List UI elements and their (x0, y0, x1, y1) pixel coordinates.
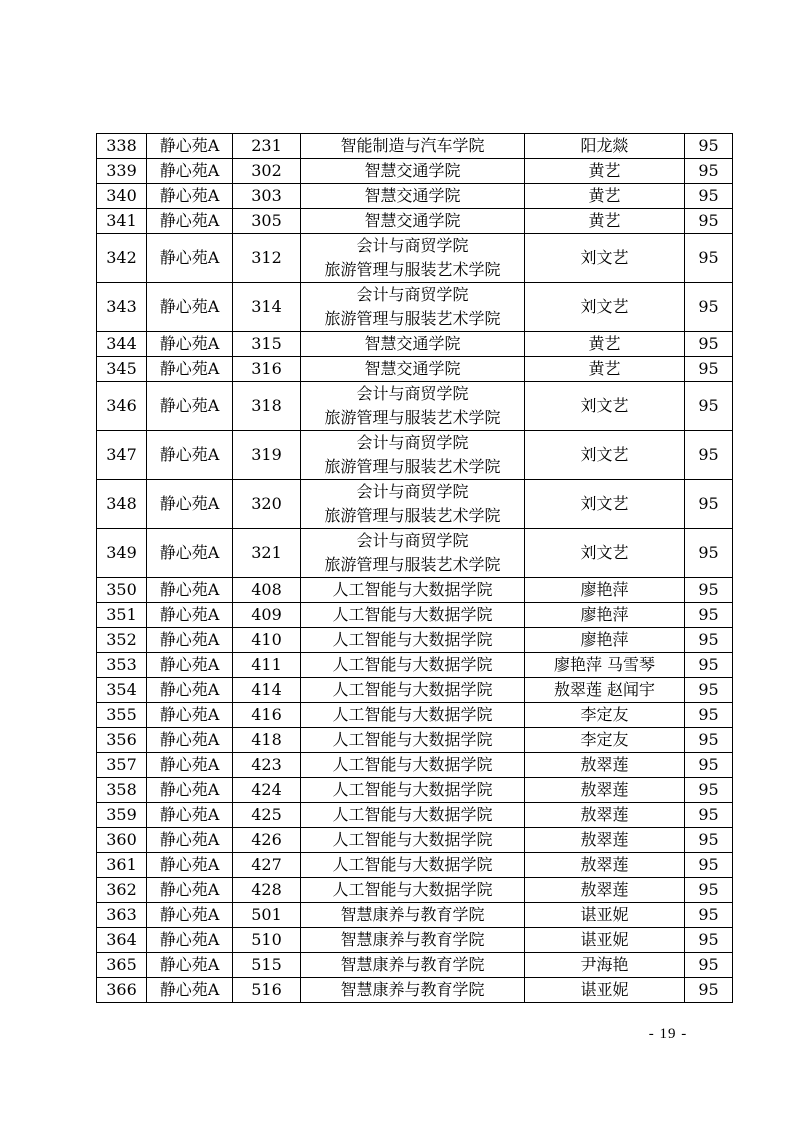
table-row (97, 978, 733, 1003)
college-name: 旅游管理与服装艺术学院 (324, 506, 501, 525)
room-cell: 423 (233, 753, 301, 778)
counselor-cell: 敖翠莲 赵闻宇 (525, 678, 685, 703)
counselor-cell: 阳龙燚 (525, 134, 685, 159)
college-name: 会计与商贸学院 (356, 384, 469, 403)
table-row (97, 332, 733, 357)
score-cell: 95 (685, 159, 733, 184)
score-cell: 95 (685, 778, 733, 803)
room-cell: 303 (233, 184, 301, 209)
college-name: 人工智能与大数据学院 (332, 805, 493, 824)
counselor-cell: 黄艺 (525, 184, 685, 209)
score-cell: 95 (685, 728, 733, 753)
score-cell: 95 (685, 753, 733, 778)
row-number-cell: 347 (97, 431, 147, 480)
college-name: 人工智能与大数据学院 (332, 630, 493, 649)
college-cell (301, 332, 525, 357)
counselor-cell: 刘文艺 (525, 529, 685, 578)
room-cell: 424 (233, 778, 301, 803)
college-cell (301, 628, 525, 653)
room-cell: 414 (233, 678, 301, 703)
row-number-cell: 365 (97, 953, 147, 978)
building-cell: 静心苑A (147, 878, 233, 903)
table-row (97, 628, 733, 653)
table-row (97, 953, 733, 978)
college-name: 智慧交通学院 (364, 211, 461, 230)
college-cell (301, 431, 525, 480)
counselor-cell: 敖翠莲 (525, 803, 685, 828)
room-cell: 409 (233, 603, 301, 628)
table-row (97, 928, 733, 953)
counselor-cell: 李定友 (525, 703, 685, 728)
table-row (97, 753, 733, 778)
counselor-cell: 廖艳萍 马雪琴 (525, 653, 685, 678)
college-name: 智慧康养与教育学院 (340, 905, 485, 924)
row-number-cell: 338 (97, 134, 147, 159)
table-row (97, 903, 733, 928)
college-name: 旅游管理与服装艺术学院 (324, 555, 501, 574)
score-cell: 95 (685, 928, 733, 953)
score-cell: 95 (685, 529, 733, 578)
table-row (97, 431, 733, 480)
table-row (97, 703, 733, 728)
building-cell: 静心苑A (147, 953, 233, 978)
building-cell: 静心苑A (147, 332, 233, 357)
table-row (97, 878, 733, 903)
counselor-cell: 敖翠莲 (525, 753, 685, 778)
college-cell (301, 283, 525, 332)
row-number-cell: 344 (97, 332, 147, 357)
building-cell: 静心苑A (147, 134, 233, 159)
room-cell: 312 (233, 234, 301, 283)
table-row (97, 853, 733, 878)
row-number-cell: 340 (97, 184, 147, 209)
score-cell: 95 (685, 134, 733, 159)
row-number-cell: 356 (97, 728, 147, 753)
table-row (97, 778, 733, 803)
table-row (97, 603, 733, 628)
college-name: 会计与商贸学院 (356, 285, 469, 304)
row-number-cell: 357 (97, 753, 147, 778)
room-cell: 302 (233, 159, 301, 184)
college-cell (301, 778, 525, 803)
college-cell (301, 728, 525, 753)
building-cell: 静心苑A (147, 703, 233, 728)
college-cell (301, 928, 525, 953)
room-cell: 515 (233, 953, 301, 978)
building-cell: 静心苑A (147, 753, 233, 778)
score-cell: 95 (685, 332, 733, 357)
table-row (97, 283, 733, 332)
row-number-cell: 343 (97, 283, 147, 332)
counselor-cell: 刘文艺 (525, 234, 685, 283)
building-cell: 静心苑A (147, 803, 233, 828)
college-name: 会计与商贸学院 (356, 433, 469, 452)
room-cell: 318 (233, 382, 301, 431)
score-cell: 95 (685, 678, 733, 703)
college-name: 智慧康养与教育学院 (340, 955, 485, 974)
row-number-cell: 339 (97, 159, 147, 184)
college-cell (301, 234, 525, 283)
counselor-cell: 敖翠莲 (525, 778, 685, 803)
room-cell: 428 (233, 878, 301, 903)
college-name: 人工智能与大数据学院 (332, 780, 493, 799)
college-name: 旅游管理与服装艺术学院 (324, 457, 501, 476)
building-cell: 静心苑A (147, 853, 233, 878)
counselor-cell: 敖翠莲 (525, 878, 685, 903)
score-cell: 95 (685, 803, 733, 828)
score-cell: 95 (685, 431, 733, 480)
table-row (97, 828, 733, 853)
college-name: 人工智能与大数据学院 (332, 830, 493, 849)
college-cell (301, 480, 525, 529)
college-cell (301, 184, 525, 209)
building-cell: 静心苑A (147, 628, 233, 653)
row-number-cell: 342 (97, 234, 147, 283)
score-cell: 95 (685, 184, 733, 209)
room-cell: 426 (233, 828, 301, 853)
building-cell: 静心苑A (147, 578, 233, 603)
table-row (97, 653, 733, 678)
college-cell (301, 878, 525, 903)
room-cell: 314 (233, 283, 301, 332)
college-cell (301, 753, 525, 778)
college-name: 智能制造与汽车学院 (340, 136, 485, 155)
building-cell: 静心苑A (147, 382, 233, 431)
college-cell (301, 134, 525, 159)
room-cell: 427 (233, 853, 301, 878)
score-cell: 95 (685, 578, 733, 603)
table-row (97, 184, 733, 209)
building-cell: 静心苑A (147, 209, 233, 234)
score-cell: 95 (685, 878, 733, 903)
room-cell: 510 (233, 928, 301, 953)
table-row (97, 159, 733, 184)
college-name: 人工智能与大数据学院 (332, 855, 493, 874)
row-number-cell: 355 (97, 703, 147, 728)
room-cell: 425 (233, 803, 301, 828)
college-name: 人工智能与大数据学院 (332, 705, 493, 724)
college-name: 智慧交通学院 (364, 359, 461, 378)
score-cell: 95 (685, 357, 733, 382)
row-number-cell: 345 (97, 357, 147, 382)
score-cell: 95 (685, 480, 733, 529)
building-cell: 静心苑A (147, 903, 233, 928)
table-row (97, 529, 733, 578)
score-cell: 95 (685, 828, 733, 853)
room-cell: 320 (233, 480, 301, 529)
college-name: 智慧康养与教育学院 (340, 930, 485, 949)
college-name: 人工智能与大数据学院 (332, 655, 493, 674)
row-number-cell: 366 (97, 978, 147, 1003)
college-cell (301, 603, 525, 628)
table-row (97, 480, 733, 529)
row-number-cell: 349 (97, 529, 147, 578)
room-cell: 416 (233, 703, 301, 728)
college-cell (301, 653, 525, 678)
counselor-cell: 廖艳萍 (525, 603, 685, 628)
counselor-cell: 黄艺 (525, 332, 685, 357)
college-name: 智慧交通学院 (364, 334, 461, 353)
table-row (97, 234, 733, 283)
counselor-cell: 黄艺 (525, 159, 685, 184)
college-cell (301, 853, 525, 878)
counselor-cell: 刘文艺 (525, 480, 685, 529)
row-number-cell: 348 (97, 480, 147, 529)
college-cell (301, 209, 525, 234)
score-cell: 95 (685, 703, 733, 728)
room-cell: 231 (233, 134, 301, 159)
college-cell (301, 828, 525, 853)
score-cell: 95 (685, 628, 733, 653)
room-cell: 516 (233, 978, 301, 1003)
room-cell: 411 (233, 653, 301, 678)
table-row (97, 357, 733, 382)
page-number: - 19 - (648, 1026, 688, 1042)
row-number-cell: 361 (97, 853, 147, 878)
score-cell: 95 (685, 903, 733, 928)
college-name: 旅游管理与服装艺术学院 (324, 408, 501, 427)
table-row (97, 678, 733, 703)
college-name: 人工智能与大数据学院 (332, 580, 493, 599)
college-cell (301, 803, 525, 828)
counselor-cell: 李定友 (525, 728, 685, 753)
room-cell: 305 (233, 209, 301, 234)
college-cell (301, 953, 525, 978)
college-name: 会计与商贸学院 (356, 531, 469, 550)
row-number-cell: 360 (97, 828, 147, 853)
row-number-cell: 352 (97, 628, 147, 653)
row-number-cell: 341 (97, 209, 147, 234)
counselor-cell: 敖翠莲 (525, 828, 685, 853)
table-row (97, 209, 733, 234)
building-cell: 静心苑A (147, 978, 233, 1003)
counselor-cell: 刘文艺 (525, 382, 685, 431)
row-number-cell: 350 (97, 578, 147, 603)
building-cell: 静心苑A (147, 431, 233, 480)
counselor-cell: 廖艳萍 (525, 628, 685, 653)
row-number-cell: 362 (97, 878, 147, 903)
counselor-cell: 尹海艳 (525, 953, 685, 978)
row-number-cell: 351 (97, 603, 147, 628)
college-name: 人工智能与大数据学院 (332, 880, 493, 899)
building-cell: 静心苑A (147, 184, 233, 209)
row-number-cell: 354 (97, 678, 147, 703)
room-cell: 410 (233, 628, 301, 653)
room-cell: 321 (233, 529, 301, 578)
score-cell: 95 (685, 603, 733, 628)
table-row (97, 728, 733, 753)
row-number-cell: 358 (97, 778, 147, 803)
dormitory-score-table (96, 133, 733, 1003)
counselor-cell: 谌亚妮 (525, 978, 685, 1003)
room-cell: 501 (233, 903, 301, 928)
college-name: 智慧交通学院 (364, 161, 461, 180)
row-number-cell: 346 (97, 382, 147, 431)
table-row (97, 382, 733, 431)
score-cell: 95 (685, 283, 733, 332)
counselor-cell: 刘文艺 (525, 283, 685, 332)
building-cell: 静心苑A (147, 928, 233, 953)
college-cell (301, 357, 525, 382)
building-cell: 静心苑A (147, 728, 233, 753)
building-cell: 静心苑A (147, 603, 233, 628)
counselor-cell: 谌亚妮 (525, 928, 685, 953)
college-cell (301, 903, 525, 928)
building-cell: 静心苑A (147, 480, 233, 529)
room-cell: 418 (233, 728, 301, 753)
building-cell: 静心苑A (147, 778, 233, 803)
counselor-cell: 刘文艺 (525, 431, 685, 480)
table-row (97, 803, 733, 828)
college-cell (301, 382, 525, 431)
score-cell: 95 (685, 382, 733, 431)
score-cell: 95 (685, 853, 733, 878)
college-name: 会计与商贸学院 (356, 236, 469, 255)
row-number-cell: 359 (97, 803, 147, 828)
counselor-cell: 黄艺 (525, 357, 685, 382)
score-cell: 95 (685, 953, 733, 978)
building-cell: 静心苑A (147, 529, 233, 578)
college-name: 智慧交通学院 (364, 186, 461, 205)
row-number-cell: 364 (97, 928, 147, 953)
score-cell: 95 (685, 653, 733, 678)
row-number-cell: 363 (97, 903, 147, 928)
college-cell (301, 678, 525, 703)
row-number-cell: 353 (97, 653, 147, 678)
table-body (97, 134, 733, 1003)
table-row (97, 578, 733, 603)
building-cell: 静心苑A (147, 678, 233, 703)
table-row (97, 134, 733, 159)
college-cell (301, 578, 525, 603)
college-name: 人工智能与大数据学院 (332, 680, 493, 699)
room-cell: 319 (233, 431, 301, 480)
counselor-cell: 黄艺 (525, 209, 685, 234)
counselor-cell: 廖艳萍 (525, 578, 685, 603)
counselor-cell: 敖翠莲 (525, 853, 685, 878)
room-cell: 315 (233, 332, 301, 357)
college-cell (301, 529, 525, 578)
college-cell (301, 978, 525, 1003)
building-cell: 静心苑A (147, 828, 233, 853)
score-cell: 95 (685, 234, 733, 283)
college-name: 人工智能与大数据学院 (332, 605, 493, 624)
room-cell: 316 (233, 357, 301, 382)
building-cell: 静心苑A (147, 283, 233, 332)
college-name: 旅游管理与服装艺术学院 (324, 309, 501, 328)
college-name: 人工智能与大数据学院 (332, 755, 493, 774)
college-cell (301, 703, 525, 728)
building-cell: 静心苑A (147, 357, 233, 382)
college-cell (301, 159, 525, 184)
score-cell: 95 (685, 209, 733, 234)
room-cell: 408 (233, 578, 301, 603)
college-name: 智慧康养与教育学院 (340, 980, 485, 999)
building-cell: 静心苑A (147, 159, 233, 184)
score-cell: 95 (685, 978, 733, 1003)
counselor-cell: 谌亚妮 (525, 903, 685, 928)
building-cell: 静心苑A (147, 653, 233, 678)
college-name: 会计与商贸学院 (356, 482, 469, 501)
college-name: 旅游管理与服装艺术学院 (324, 260, 501, 279)
college-name: 人工智能与大数据学院 (332, 730, 493, 749)
building-cell: 静心苑A (147, 234, 233, 283)
